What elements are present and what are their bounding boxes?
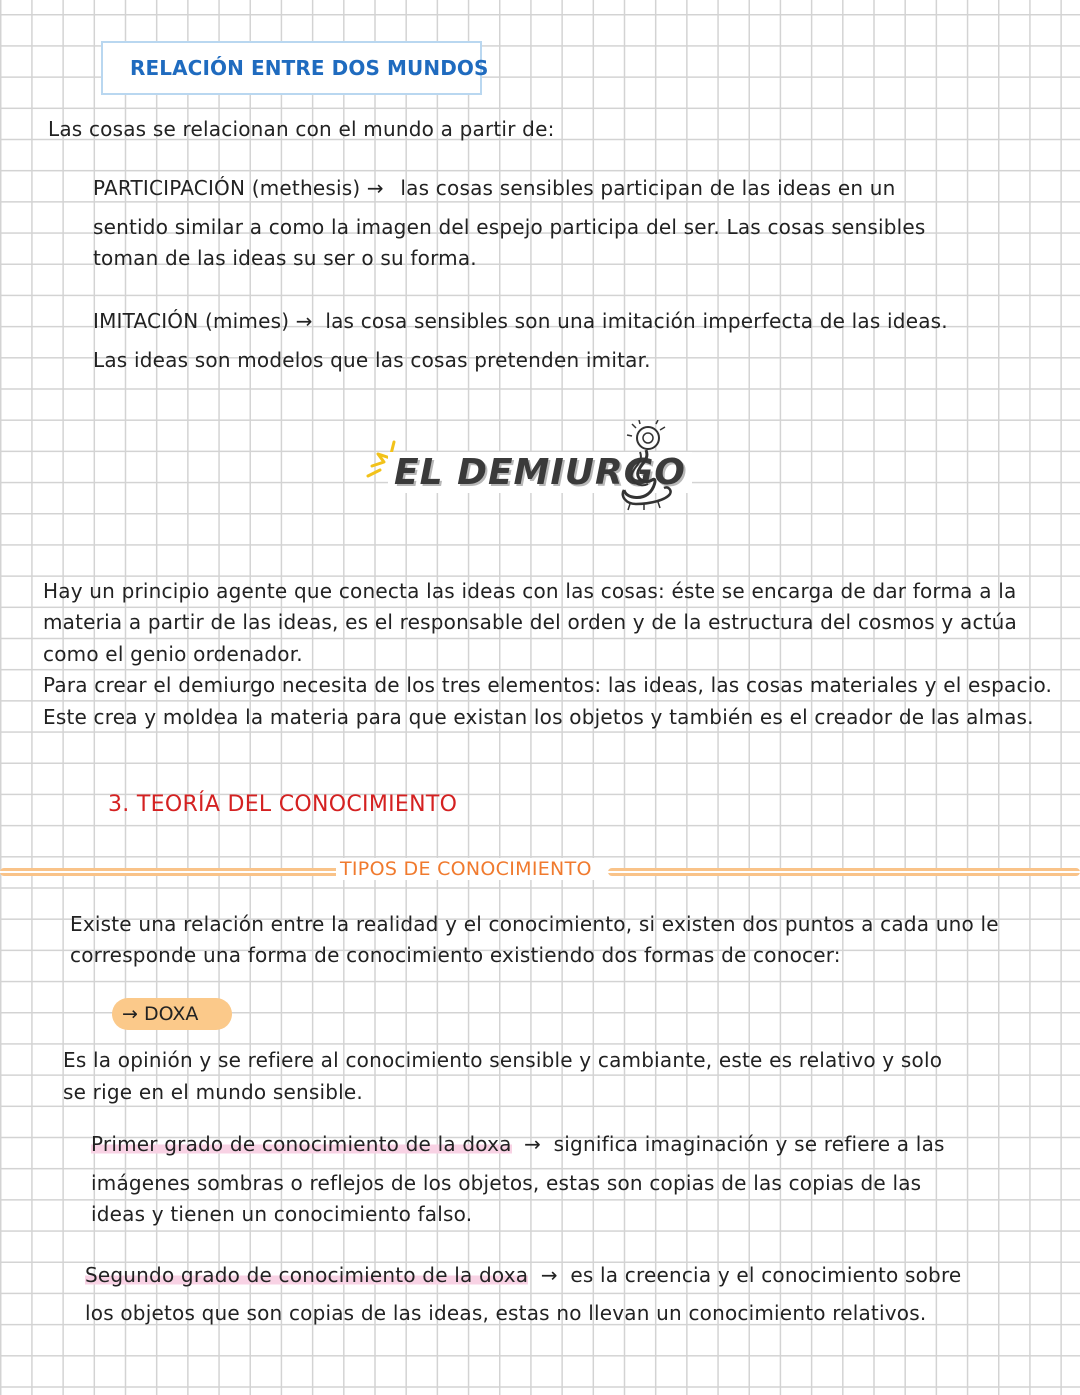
demiurgo-line-5: Este crea y moldea la materia para que existan los objetos y también es el creador de las almas. [43,705,1034,729]
imitacion-line-2: Las ideas son modelos que las cosas pretenden imitar. [93,348,651,372]
grado1-text-1: significa imaginación y se refiere a las [553,1132,945,1156]
grado2-label: Segundo grado de conocimiento de la doxa [85,1263,529,1287]
demiurgo-line-4: Para crear el demiurgo necesita de los tres elementos: las ideas, las cosas materiales y el espacio. [43,673,1053,697]
grado1-line-2: imágenes sombras o reflejos de los objetos, estas son copias de las copias de las [91,1171,922,1195]
conocimiento-intro-1: Existe una relación entre la realidad y el conocimiento, si existen dos puntos a cada uno le [70,912,999,936]
section-3-heading: 3. TEORÍA DEL CONOCIMIENTO [108,792,458,817]
demiurgo-line-1: Hay un principio agente que conecta las ideas con las cosas: éste se encarga de dar forma a la [43,579,1017,603]
grado2-line-2: los objetos que son copias de las ideas, estas no llevan un conocimiento relativos. [85,1301,927,1325]
grado2-arrow: → [540,1263,558,1287]
grado2-text-1: es la creencia y el conocimiento sobre [570,1263,962,1287]
participacion-line-1 [93,173,896,205]
grado1-arrow: → [524,1132,542,1156]
divider-left [0,868,340,876]
demiurgo-line-2: materia a partir de las ideas, es el responsable del orden y de la estructura del cosmos y actúa [43,610,1018,634]
intro-text: Las cosas se relacionan con el mundo a partir de: [48,117,555,141]
doxa-line-2: se rige en el mundo sensible. [63,1080,363,1104]
section-title: RELACIÓN ENTRE DOS MUNDOS [130,56,489,80]
participacion-text-1: las cosas sensibles participan de las ideas en un [400,176,896,200]
grado1-label: Primer grado de conocimiento de la doxa [91,1132,512,1156]
imitacion-text-1: las cosa sensibles son una imitación imperfecta de las ideas. [325,309,948,333]
doxa-pill: → DOXA [112,998,232,1030]
grado1-line-1 [91,1129,945,1161]
demiurgo-line-3: como el genio ordenador. [43,642,303,666]
demiurgo-title: EL DEMIURGO [388,452,692,493]
conocimiento-intro-2: corresponde una forma de conocimiento existiendo dos formas de conocer: [70,943,841,967]
tipos-subheading: TIPOS DE CONOCIMIENTO [336,858,596,880]
grado1-line-3: ideas y tienen un conocimiento falso. [91,1202,473,1226]
participacion-line-3: toman de las ideas su ser o su forma. [93,246,477,270]
participacion-line-2: sentido similar a como la imagen del espejo participa del ser. Las cosas sensibles [93,215,926,239]
divider-right [608,868,1080,876]
grado2-line-1 [85,1260,961,1292]
participacion-label: PARTICIPACIÓN (methesis) → [93,176,384,200]
imitacion-label: IMITACIÓN (mimes) → [93,309,313,333]
doxa-line-1: Es la opinión y se refiere al conocimiento sensible y cambiante, este es relativo y solo [63,1048,943,1072]
demiurge-figure-icon [610,420,676,512]
imitacion-line-1 [93,306,948,338]
